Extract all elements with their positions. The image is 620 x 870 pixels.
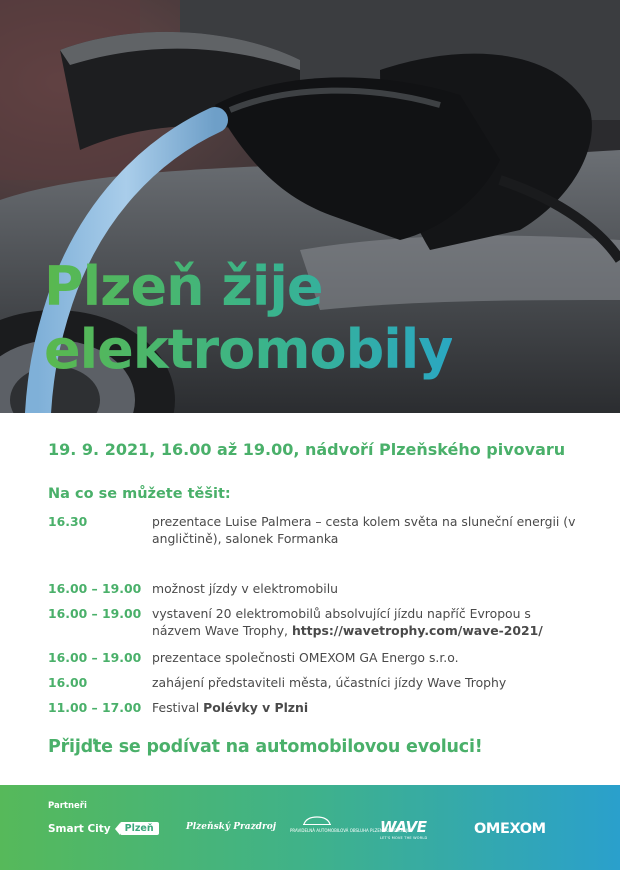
- program-item-text: Festival Polévky v Plzni: [152, 700, 309, 715]
- program-item-time: 11.00 – 17.00: [48, 700, 142, 715]
- program-item-time: 16.00 – 19.00: [48, 650, 142, 665]
- program-item-time: 16.30: [48, 514, 88, 529]
- hero-title-line-1: Plzeň žije: [44, 255, 323, 318]
- ppage-logo: PRAVIDELNÁ AUTOMOBILOVÁ OBSLUHA PLZENSKÉHO KRAJE: [290, 815, 344, 833]
- program-item-text: zahájení představiteli města, účastníci jízdy Wave Trophy: [152, 675, 507, 690]
- event-date-location: 19. 9. 2021, 16.00 až 19.00, nádvoří Plzeňského pivovaru: [48, 440, 566, 459]
- program-heading: Na co se můžete těšit:: [48, 486, 231, 502]
- plzensky-prazdroj-logo: Plzeňský Prazdroj: [186, 822, 276, 832]
- program-item-text: vystavení 20 elektromobilů absolvující jízdu napříč Evropou s názvem Wave Trophy, https://wavetrophy.com/wave-2021/: [152, 606, 543, 638]
- hero-section: [0, 0, 620, 413]
- program-item-time: 16.00: [48, 675, 88, 690]
- program-item-time: 16.00 – 19.00: [48, 606, 142, 621]
- program-item-text: prezentace společnosti OMEXOM GA Energo s.r.o.: [152, 650, 459, 665]
- program-item-text: možnost jízdy v elektromobilu: [152, 581, 339, 596]
- festival-name: Polévky v Plzni: [203, 700, 309, 715]
- arrow-icon: [115, 823, 120, 835]
- wave-trophy-logo: WAVE LET'S MOVE THE WORLD: [380, 818, 428, 840]
- hero-title-line-2: elektromobily: [44, 318, 453, 381]
- partners-footer: [0, 785, 620, 870]
- hero-title: [44, 255, 452, 381]
- program-item-text: prezentace Luise Palmera – cesta kolem světa na sluneční energii (v angličtině), salonek Formanka: [152, 514, 576, 546]
- omexom-logo: OMEXOM: [474, 821, 546, 837]
- car-outline-icon: [302, 815, 332, 827]
- partners-label: Partneři: [48, 801, 87, 811]
- wave-trophy-link[interactable]: https://wavetrophy.com/wave-2021/: [291, 623, 543, 638]
- program-item-time: 16.00 – 19.00: [48, 581, 142, 596]
- call-to-action: Přijďte se podívat na automobilovou evoluci!: [48, 737, 483, 757]
- smart-city-plzen-logo: Smart City Plzeň: [48, 822, 159, 835]
